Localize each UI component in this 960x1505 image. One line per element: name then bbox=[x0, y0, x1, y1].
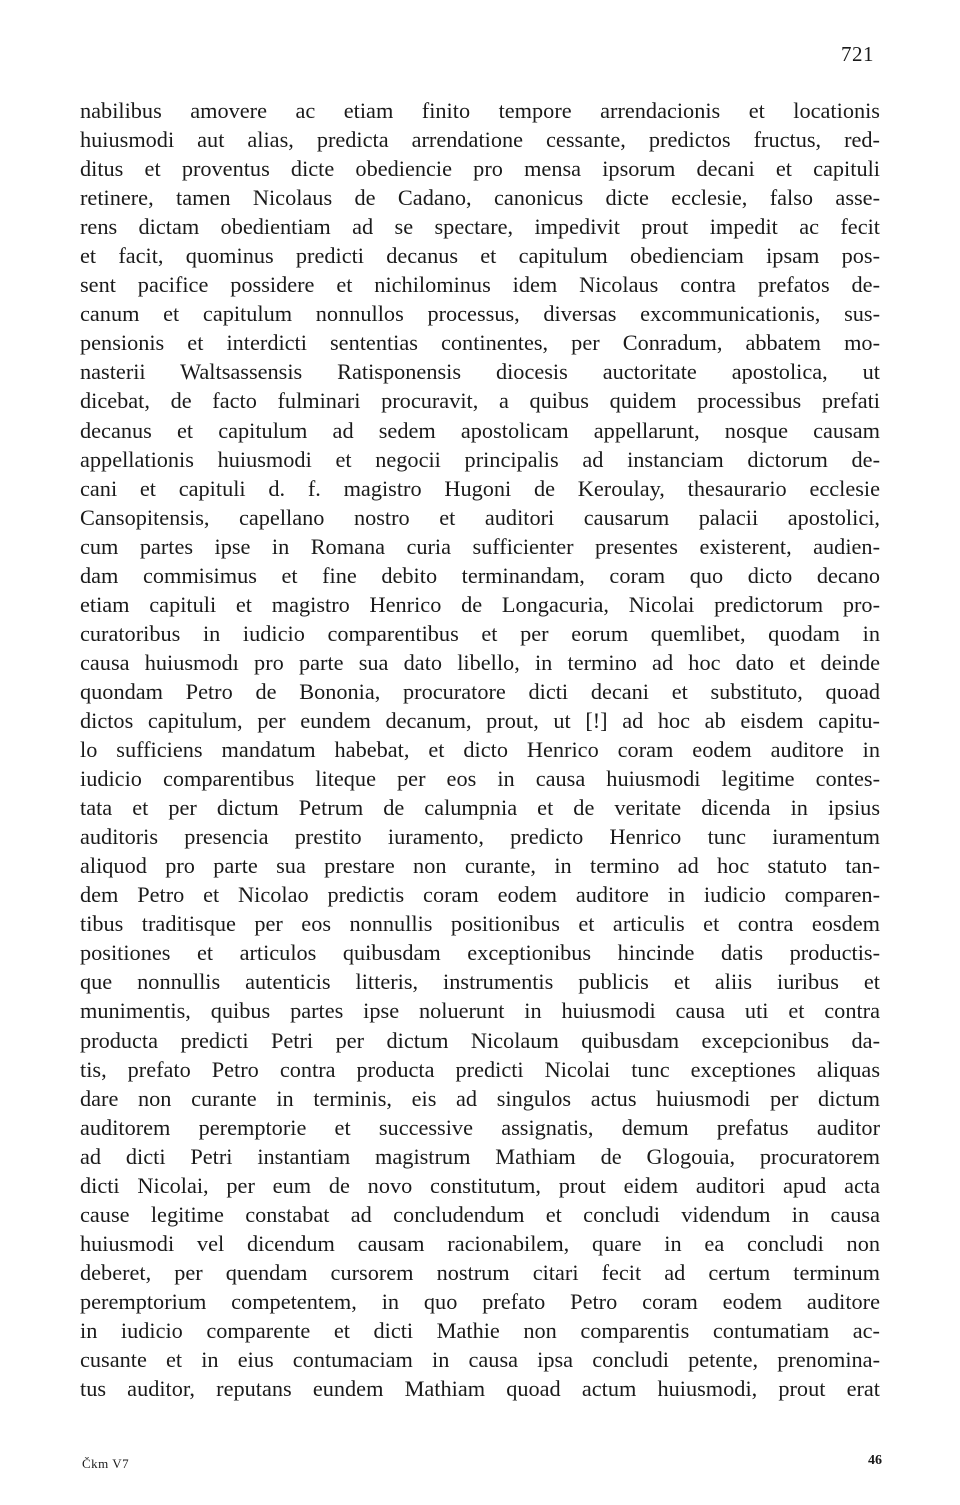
text-line: rens dictam obedientiam ad se spectare, impedivit prout impedit ac fecit bbox=[80, 214, 880, 240]
text-line: decanus et capitulum ad sedem apostolicam appellarunt, nosque causam bbox=[80, 417, 880, 443]
text-line: cani et capituli d. f. magistro Hugoni de Keroulay, thesaurario ecclesie bbox=[80, 475, 880, 501]
text-line: huiusmodi aut alias, predicta arrendatione cessante, predictos fructus, red- bbox=[80, 127, 880, 153]
text-line: quondam Petro de Bononia, procuratore dicti decani et substituto, quoad bbox=[80, 678, 880, 704]
footer-signature: Čkm V7 bbox=[82, 1456, 130, 1471]
text-line: cum partes ipse in Romana curia sufficienter presentes existerent, audien- bbox=[80, 533, 880, 559]
text-line: dem Petro et Nicolao predictis coram eodem auditore in iudicio comparen- bbox=[80, 882, 880, 908]
text-line: peremptorium competentem, in quo prefato Petro coram eodem auditore bbox=[80, 1288, 880, 1314]
text-line: auditoris presencia prestito iuramento, predicto Henrico tunc iuramentum bbox=[80, 824, 880, 850]
text-line: producta predicti Petri per dictum Nicolaum quibusdam excepcionibus da- bbox=[80, 1027, 880, 1053]
text-line: dictos capitulum, per eundem decanum, prout, ut [!] ad hoc ab eisdem capitu- bbox=[80, 707, 880, 733]
text-line: canum et capitulum nonnullos processus, diversas excommunicationis, sus- bbox=[80, 301, 880, 327]
text-line: nabilibus amovere ac etiam finito tempore arrendacionis et locationis bbox=[80, 98, 880, 123]
text-line: aliquod pro parte sua prestare non curante, in termino ad hoc statuto tan- bbox=[80, 853, 880, 879]
text-line: tis, prefato Petro contra producta predicti Nicolai tunc exceptiones aliquas bbox=[80, 1056, 880, 1082]
text-line: tibus traditisque per eos nonnullis positionibus et articulis et contra eosdem bbox=[80, 911, 880, 937]
text-line: retinere, tamen Nicolaus de Cadano, canonicus dicte ecclesie, falso asse- bbox=[80, 185, 880, 211]
text-line: in iudicio comparente et dicti Mathie non comparentis contumatiam ac- bbox=[80, 1317, 880, 1343]
text-line: cause legitime constabat ad concludendum et concludi videndum in causa bbox=[80, 1201, 880, 1227]
text-line: appellationis huiusmodi et negocii principalis ad instanciam dictorum de- bbox=[80, 446, 880, 472]
text-line: causa huiusmodı pro parte sua dato libello, in termino ad hoc dato et deinde bbox=[80, 649, 880, 675]
text-line: lo sufficiens mandatum habebat, et dicto Henrico coram eodem auditore in bbox=[80, 737, 880, 763]
text-line: pensionis et interdicti sententias continentes, per Conradum, abbatem mo- bbox=[80, 330, 880, 356]
text-line: munimentis, quibus partes ipse noluerunt in huiusmodi causa uti et contra bbox=[80, 998, 880, 1024]
text-line: dare non curante in terminis, eis ad singulos actus huiusmodi per dictum bbox=[80, 1085, 880, 1111]
text-line: tata et per dictum Petrum de calumpnia et de veritate dicenda in ipsius bbox=[80, 795, 880, 821]
text-line: Cansopitensis, capellano nostro et auditori causarum palacii apostolici, bbox=[80, 504, 880, 530]
page-number: 721 bbox=[841, 42, 874, 66]
text-line: auditorem peremptorie et successive assignatis, demum prefatus auditor bbox=[80, 1114, 880, 1140]
text-line: iudicio comparentibus liteque per eos in causa huiusmodi legitime contes- bbox=[80, 766, 880, 792]
text-line: dicebat, de facto fulminari procuravit, a quibus quidem processibus prefati bbox=[80, 388, 880, 414]
text-line: curatoribus in iudicio comparentibus et per eorum quemlibet, quodam in bbox=[80, 620, 880, 646]
text-line: cusante et in eius contumaciam in causa ipsa concludi petente, prenomina- bbox=[80, 1347, 880, 1373]
text-line: nasterii Waltsassensis Ratisponensis diocesis auctoritate apostolica, ut bbox=[80, 359, 880, 385]
text-line: dam commisimus et fine debito terminandam, coram quo dicto decano bbox=[80, 562, 880, 588]
text-line: dicti Nicolai, per eum de novo constitutum, prout eidem auditori apud acta bbox=[80, 1172, 880, 1198]
text-line: huiusmodi vel dicendum causam racionabilem, quare in ea concludi non bbox=[80, 1230, 880, 1256]
text-line: et facit, quominus predicti decanus et capitulum obedienciam ipsam pos- bbox=[80, 243, 880, 269]
text-line: deberet, per quendam cursorem nostrum citari fecit ad certum terminum bbox=[80, 1259, 880, 1285]
text-line: sent pacifice possidere et nichilominus idem Nicolaus contra prefatos de- bbox=[80, 272, 880, 298]
text-line: que nonnullis autenticis litteris, instrumentis publicis et aliis iuribus et bbox=[80, 969, 880, 995]
text-line: ad dicti Petri instantiam magistrum Mathiam de Glogouia, procuratorem bbox=[80, 1143, 880, 1169]
text-line: tus auditor, reputans eundem Mathiam quoad actum huiusmodi, prout erat bbox=[80, 1376, 880, 1402]
footer-sheet-number: 46 bbox=[868, 1453, 882, 1468]
text-line: ditus et proventus dicte obediencie pro mensa ipsorum decani et capituli bbox=[80, 156, 880, 182]
text-line: positiones et articulos quibusdam exceptionibus hincinde datis productis- bbox=[80, 940, 880, 966]
text-line: etiam capituli et magistro Henrico de Longacuria, Nicolai predictorum pro- bbox=[80, 591, 880, 617]
body-text bbox=[80, 96, 880, 1403]
